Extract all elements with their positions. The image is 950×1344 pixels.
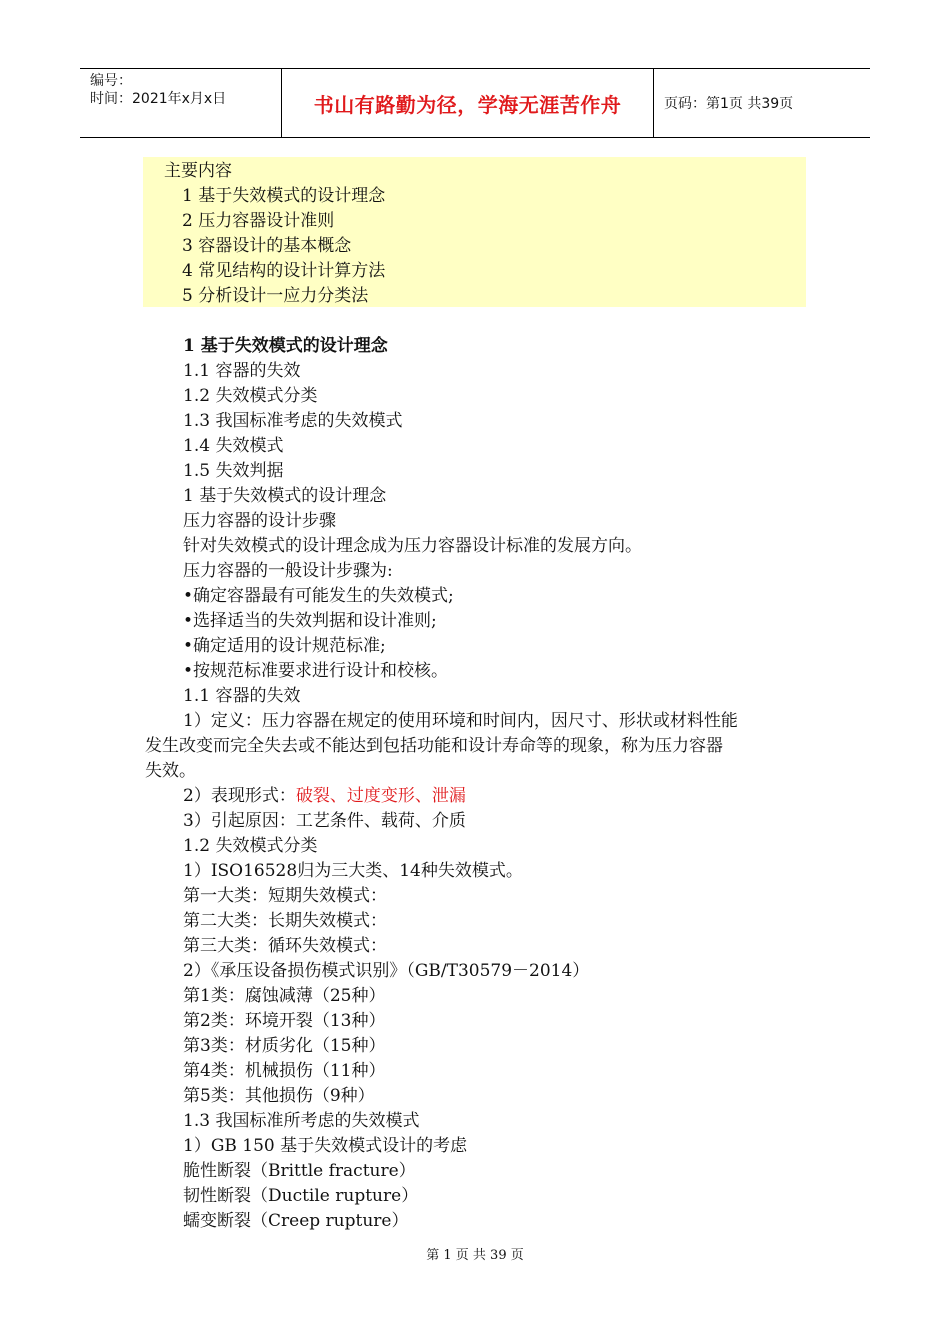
header-page-info: 页码：第1页 共39页 bbox=[664, 96, 794, 112]
forms-line bbox=[183, 784, 466, 809]
body-line: 第4类：机械损伤（11种） bbox=[183, 1061, 386, 1081]
body-line: 1）ISO16528归为三大类、14种失效模式。 bbox=[183, 861, 523, 881]
body-line: 1.4 失效模式 bbox=[183, 436, 284, 456]
body-line: 1 基于失效模式的设计理念 bbox=[183, 486, 387, 506]
body-line: 1）GB 150 基于失效模式设计的考虑 bbox=[183, 1136, 468, 1156]
definition-line: 发生改变而完全失去或不能达到包括功能和设计寿命等的现象，称为压力容器 bbox=[145, 736, 723, 756]
body-line: 第1类：腐蚀减薄（25种） bbox=[183, 986, 386, 1006]
body-line: 第3类：材质劣化（15种） bbox=[183, 1036, 386, 1056]
time-label: 时间：2021年x月x日 bbox=[90, 91, 227, 107]
definition-line: 1）定义：压力容器在规定的使用环境和时间内，因尺寸、形状或材料性能 bbox=[183, 711, 738, 731]
bullet-line: •选择适当的失效判据和设计准则; bbox=[183, 611, 437, 631]
body-line: 韧性断裂（Ductile rupture） bbox=[183, 1186, 419, 1206]
body-line: 压力容器的一般设计步骤为: bbox=[183, 561, 393, 581]
forms-value: 破裂、过度变形、泄漏 bbox=[295, 786, 466, 806]
number-label: 编号： bbox=[90, 73, 132, 89]
header-meta bbox=[80, 69, 282, 137]
contents-item: 3 容器设计的基本概念 bbox=[182, 236, 352, 256]
body-line: 1.2 失效模式分类 bbox=[183, 836, 318, 856]
bullet-line: •确定容器最有可能发生的失效模式; bbox=[183, 586, 454, 606]
forms-label: 2）表现形式： bbox=[183, 786, 296, 806]
body-line: 1.1 容器的失效 bbox=[183, 686, 301, 706]
body-line: 脆性断裂（Brittle fracture） bbox=[183, 1161, 416, 1181]
contents-item: 1 基于失效模式的设计理念 bbox=[182, 186, 386, 206]
bullet-line: •确定适用的设计规范标准; bbox=[183, 636, 386, 656]
contents-item: 5 分析设计一应力分类法 bbox=[182, 286, 369, 306]
contents-title: 主要内容 bbox=[164, 161, 232, 181]
body-line: 1.1 容器的失效 bbox=[183, 361, 301, 381]
body-line: 1.2 失效模式分类 bbox=[183, 386, 318, 406]
body-line: 1.3 我国标准考虑的失效模式 bbox=[183, 411, 403, 431]
body-line: 1.5 失效判据 bbox=[183, 461, 284, 481]
page-header bbox=[80, 68, 870, 138]
body-line: 第5类：其他损伤（9种） bbox=[183, 1086, 375, 1106]
body-line: 第2类：环境开裂（13种） bbox=[183, 1011, 386, 1031]
body-line: 第三大类：循环失效模式： bbox=[183, 936, 387, 956]
contents-item: 4 常见结构的设计计算方法 bbox=[182, 261, 386, 281]
body-line: 1.3 我国标准所考虑的失效模式 bbox=[183, 1111, 420, 1131]
header-motto: 书山有路勤为径，学海无涯苦作舟 bbox=[282, 69, 654, 137]
definition-line: 失效。 bbox=[145, 761, 196, 781]
body-line: 第一大类：短期失效模式： bbox=[183, 886, 387, 906]
body-line: 第二大类：长期失效模式： bbox=[183, 911, 387, 931]
body-line: 3）引起原因：工艺条件、载荷、介质 bbox=[183, 811, 466, 831]
body-line: 针对失效模式的设计理念成为压力容器设计标准的发展方向。 bbox=[183, 536, 642, 556]
body-line: 2）《承压设备损伤模式识别》（GB/T30579－2014） bbox=[183, 961, 590, 981]
body-line: 蠕变断裂（Creep rupture） bbox=[183, 1211, 409, 1231]
page-footer: 第 1 页 共 39 页 bbox=[426, 1248, 524, 1263]
section-heading: 1 基于失效模式的设计理念 bbox=[183, 336, 388, 356]
contents-box bbox=[143, 157, 806, 307]
contents-item: 2 压力容器设计准则 bbox=[182, 211, 335, 231]
bullet-line: •按规范标准要求进行设计和校核。 bbox=[183, 661, 449, 681]
body-line: 压力容器的设计步骤 bbox=[183, 511, 336, 531]
